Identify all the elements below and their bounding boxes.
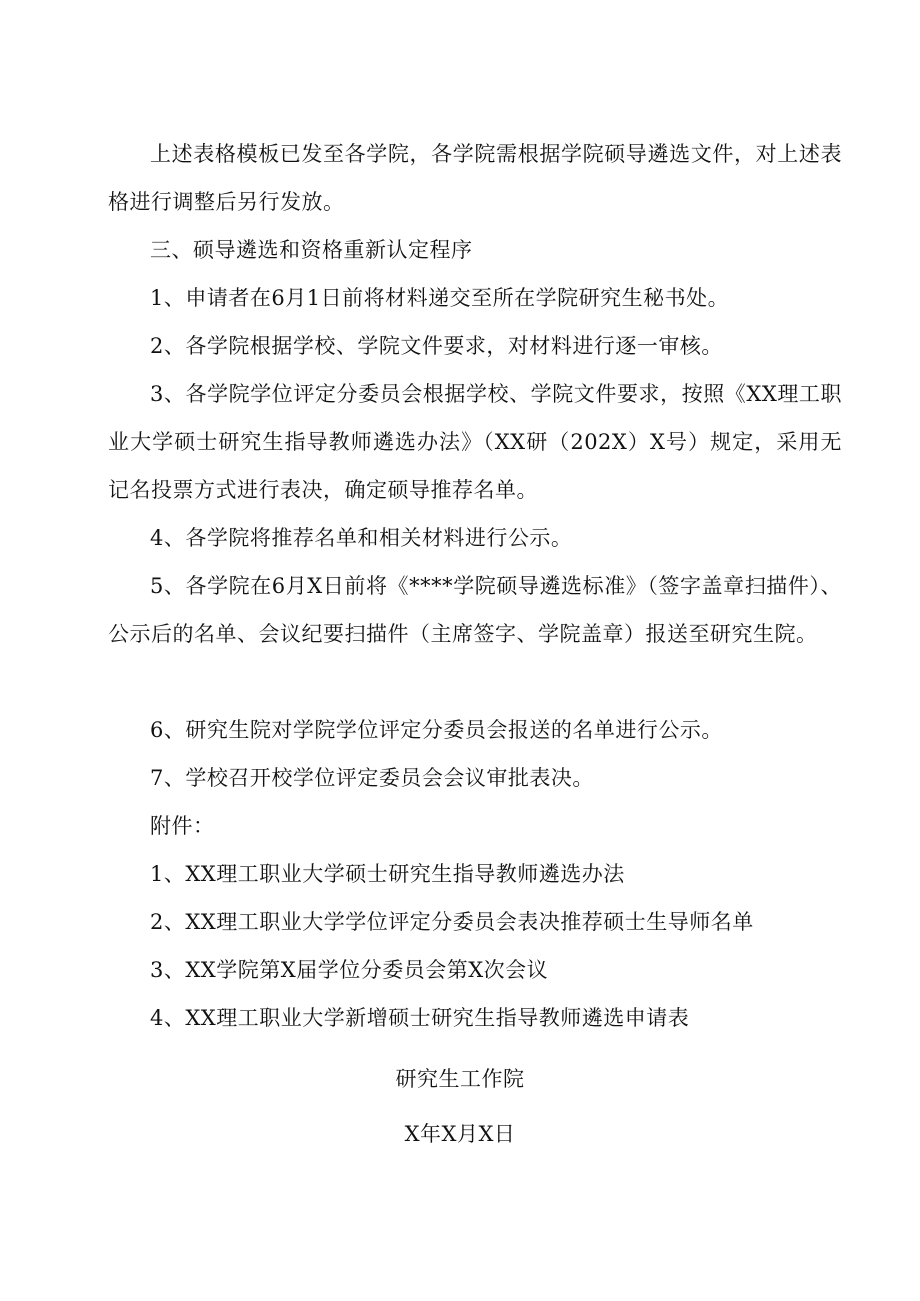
- attachments-label: 附件：: [150, 814, 215, 838]
- step-6: 6、研究生院对学院学位评定分委员会报送的名单进行公示。: [150, 718, 723, 742]
- step-2: 2、各学院根据学校、学院文件要求，对材料进行逐一审核。: [150, 334, 723, 358]
- attachment-4: 4、XX理工职业大学新增硕士研究生指导教师遴选申请表: [150, 1006, 690, 1030]
- date: X年X月X日: [404, 1122, 516, 1146]
- attachment-3: 3、XX学院第X届学位分委员会第X次会议: [150, 958, 549, 982]
- step-4: 4、各学院将推荐名单和相关材料进行公示。: [150, 526, 573, 550]
- attachment-1: 1、XX理工职业大学硕士研究生指导教师遴选办法: [150, 862, 625, 886]
- step-3: 3、各学院学位评定分委员会根据学校、学院文件要求，按照《XX理工职业大学硕士研究生指导教师遴选办法》（XX研（202X）X号）规定，采用无记名投票方式进行表决，确定硕导推荐名单。: [108, 382, 842, 502]
- step-5: 5、各学院在6月X日前将《****学院硕导遴选标准》（签字盖章扫描件）、公示后的名单、会议纪要扫描件（主席签字、学院盖章）报送至研究生院。: [108, 574, 842, 646]
- attachment-2: 2、XX理工职业大学学位评定分委员会表决推荐硕士生导师名单: [150, 910, 754, 934]
- signature: 研究生工作院: [395, 1067, 525, 1091]
- intro-paragraph: 上述表格模板已发至各学院，各学院需根据学院硕导遴选文件，对上述表格进行调整后另行发放。: [108, 142, 842, 214]
- step-1: 1、申请者在6月1日前将材料递交至所在学院研究生秘书处。: [150, 286, 730, 310]
- section-title: 三、硕导遴选和资格重新认定程序: [150, 238, 473, 262]
- step-7: 7、学校召开校学位评定委员会会议审批表决。: [150, 766, 594, 790]
